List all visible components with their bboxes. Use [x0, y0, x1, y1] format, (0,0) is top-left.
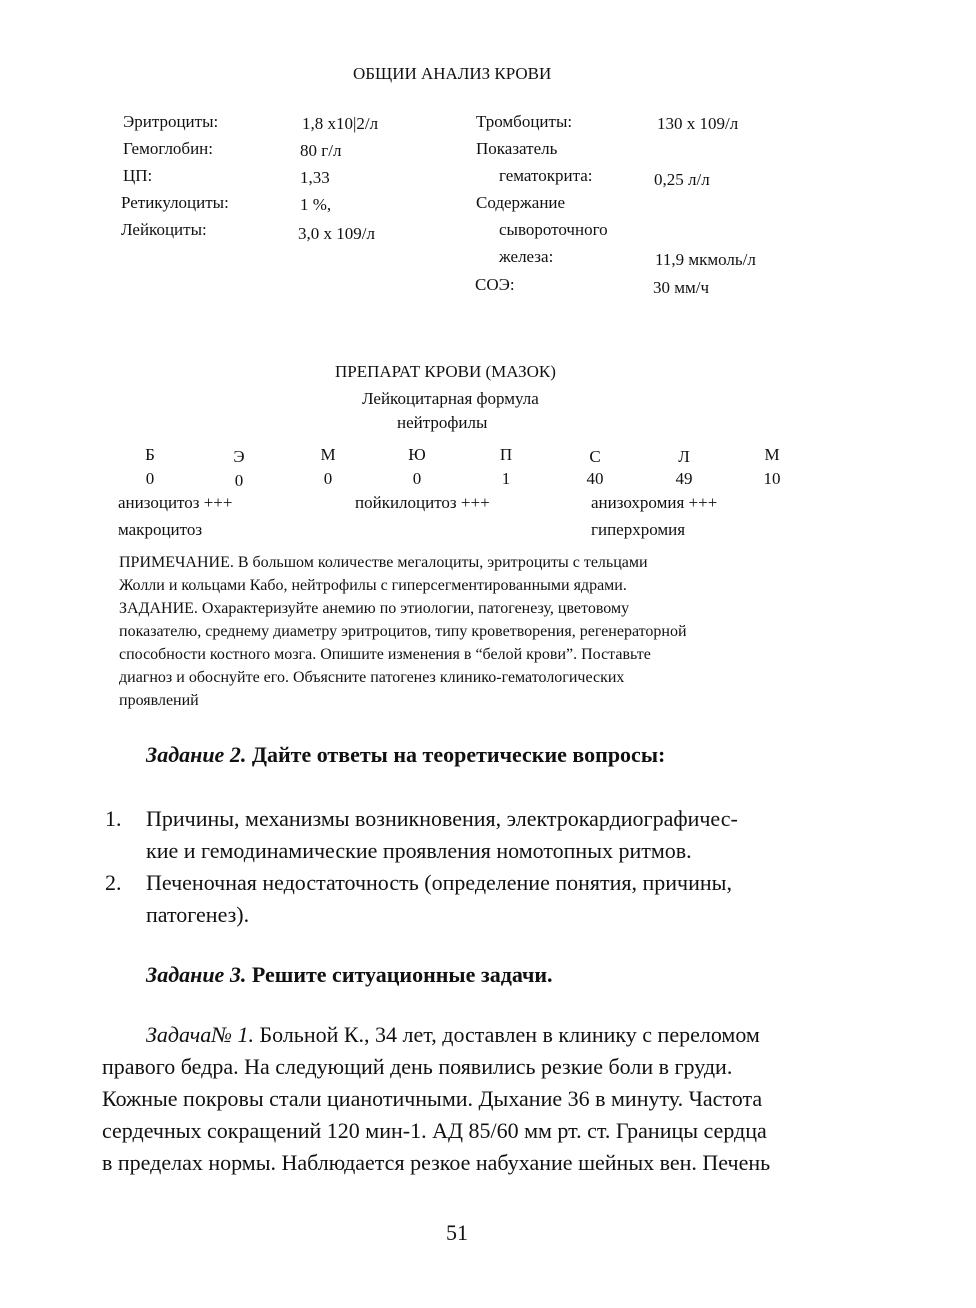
formula-header: П: [499, 445, 513, 464]
param-label-iron-1: Содержание: [476, 193, 566, 212]
question-number: 2.: [105, 870, 122, 895]
morphology-hyperchromia: гиперхромия: [591, 520, 686, 539]
page-number: 51: [446, 1220, 468, 1245]
param-value-iron: 11,9 мкмоль/л: [655, 250, 756, 269]
note-line: диагноз и обоснуйте его. Объясните патогенез клинико-гематологических: [119, 669, 625, 686]
param-label-erythrocytes: Эритроциты:: [123, 112, 219, 131]
param-label-hematocrit-1: Показатель: [476, 139, 558, 158]
param-label-iron-3: железа:: [499, 247, 554, 266]
problem1-label: Задача№ 1.: [146, 1022, 254, 1047]
problem1-first-line: [146, 1022, 760, 1048]
formula-header: Ю: [408, 445, 426, 464]
problem1-line: сердечных сокращений 120 мин-1. АД 85/60 мм рт. ст. Границы сердца: [102, 1118, 767, 1143]
formula-header: С: [589, 447, 601, 466]
param-value-platelets: 130 х 109/л: [657, 114, 739, 133]
param-value-hematocrit: 0,25 л/л: [654, 170, 710, 189]
problem1-line: Больной К., 34 лет, доставлен в клинику с переломом: [259, 1022, 760, 1047]
question-number: 1.: [105, 806, 122, 831]
param-label-reticulocytes: Ретикулоциты:: [121, 193, 229, 212]
task2-label: Задание 2.: [146, 742, 247, 767]
formula-value: 0: [145, 469, 155, 488]
formula-header: Б: [145, 445, 155, 464]
question-line: патогенез).: [146, 902, 250, 927]
formula-value: 10: [763, 469, 781, 488]
param-label-color-index: ЦП:: [123, 166, 153, 185]
note-line: показателю, среднему диаметру эритроцитов, типу кроветворения, регенераторной: [119, 623, 687, 640]
param-value-reticulocytes: 1 %,: [300, 195, 332, 214]
formula-value: 1: [501, 469, 511, 488]
problem1-line: Кожные покровы стали цианотичными. Дыхание 36 в минуту. Частота: [102, 1086, 763, 1111]
morphology-anisochromia: анизохромия +++: [591, 493, 718, 512]
task2-text: Дайте ответы на теоретические вопросы:: [251, 742, 666, 767]
question-line: Причины, механизмы возникновения, электрокардиографичес-: [146, 806, 738, 831]
note-line: ПРИМЕЧАНИЕ. В большом количестве мегалоциты, эритроциты с тельцами: [119, 554, 648, 571]
neutrophils-title: нейтрофилы: [397, 413, 488, 432]
param-label-platelets: Тромбоциты:: [476, 112, 573, 131]
question-line: Печеночная недостаточность (определение понятия, причины,: [146, 870, 732, 895]
morphology-poikilocytosis: пойкилоцитоз +++: [355, 493, 490, 512]
formula-title: Лейкоцитарная формула: [362, 389, 539, 408]
param-value-erythrocytes: 1,8 х10|2/л: [302, 114, 379, 133]
note-line: проявлений: [119, 692, 199, 709]
formula-value: 0: [323, 469, 333, 488]
note-line: ЗАДАНИЕ. Охарактеризуйте анемию по этиологии, патогенезу, цветовому: [119, 600, 630, 617]
formula-value: 0: [412, 469, 422, 488]
problem1-line: правого бедра. На следующий день появились резкие боли в груди.: [102, 1054, 733, 1079]
morphology-macrocytosis: макроцитоз: [118, 520, 203, 539]
task3-heading: [146, 962, 553, 988]
formula-value: 40: [586, 469, 604, 488]
param-value-hemoglobin: 80 г/л: [300, 141, 342, 160]
param-value-leukocytes: 3,0 х 109/л: [298, 224, 375, 243]
formula-header: Э: [233, 447, 245, 466]
problem1-line: в пределах нормы. Наблюдается резкое набухание шейных вен. Печень: [102, 1150, 771, 1175]
task3-label: Задание 3.: [146, 962, 247, 987]
param-label-hematocrit-2: гематокрита:: [499, 166, 593, 185]
question-line: кие и гемодинамические проявления номотопных ритмов.: [146, 838, 692, 863]
formula-value: 49: [675, 469, 693, 488]
task2-heading: [146, 742, 665, 768]
note-line: способности костного мозга. Опишите изменения в “белой крови”. Поставьте: [119, 646, 651, 663]
formula-header: М: [764, 445, 780, 464]
analysis-title: ОБЩИИ АНАЛИЗ КРОВИ: [353, 64, 552, 83]
param-label-esr: СОЭ:: [475, 275, 515, 294]
note-block: [119, 551, 819, 712]
param-label-hemoglobin: Гемоглобин:: [123, 139, 213, 158]
param-value-color-index: 1,33: [300, 168, 330, 187]
task3-text: Решите ситуационные задачи.: [251, 962, 553, 987]
morphology-anisocytosis: анизоцитоз +++: [118, 493, 233, 512]
note-line: Жолли и кольцами Кабо, нейтрофилы с гиперсегментированными ядрами.: [119, 577, 627, 594]
formula-value: 0: [234, 471, 244, 490]
param-value-esr: 30 мм/ч: [653, 278, 710, 297]
formula-header: М: [320, 445, 336, 464]
smear-title: ПРЕПАРАТ КРОВИ (МАЗОК): [335, 362, 556, 381]
param-label-leukocytes: Лейкоциты:: [121, 220, 207, 239]
formula-header: Л: [678, 447, 690, 466]
param-label-iron-2: сывороточного: [499, 220, 608, 239]
